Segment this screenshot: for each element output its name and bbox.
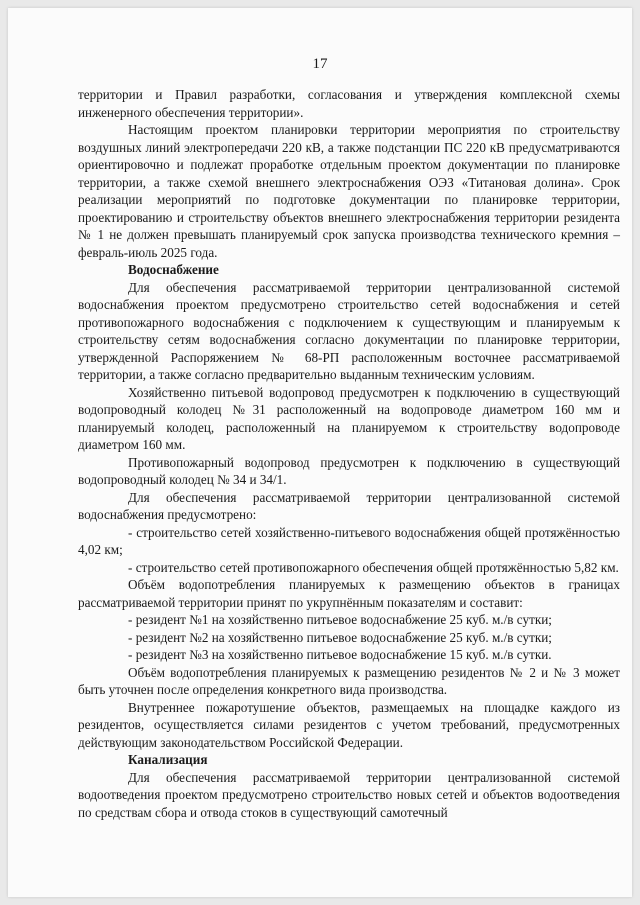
list-item: - строительство сетей хозяйственно-питьевого водоснабжения общей протяжённостью 4,02 км;	[78, 524, 620, 557]
list-item: - резидент №1 на хозяйственно питьевое водоснабжение 25 куб. м./в сутки;	[128, 612, 552, 627]
section-heading-water-supply: Водоснабжение	[128, 262, 219, 277]
list-item: - резидент №3 на хозяйственно питьевое водоснабжение 15 куб. м./в сутки.	[128, 647, 552, 662]
paragraph: Противопожарный водопровод предусмотрен к подключению в существующий водопроводный колодец № 34 и 34/1.	[78, 454, 620, 487]
paragraph: Объём водопотребления планируемых к размещению резидентов № 2 и № 3 может быть уточнен после определения конкретного вида производства.	[78, 664, 620, 697]
list-item: - резидент №2 на хозяйственно питьевое водоснабжение 25 куб. м./в сутки;	[128, 629, 552, 645]
paragraph: Для обеспечения рассматриваемой территории централизованной системой водоотведения проектом предусмотрено строительство новых сетей и объектов водоотведения по средствам сбора и отвода стоков в существующий самотечный	[78, 769, 620, 820]
paragraph: Внутреннее пожаротушение объектов, размещаемых на площадке каждого из резидентов, осуществляется силами резидентов с учетом требований, предусмотренных действующим законодательством Российской Федерации.	[78, 699, 620, 750]
paragraph: территории и Правил разработки, согласования и утверждения комплексной схемы инженерного обеспечения территории».	[78, 87, 620, 120]
paragraph: Объём водопотребления планируемых к размещению объектов в границах рассматриваемой территории принят по укрупнённым показателям и составит:	[78, 577, 620, 610]
paragraph: Для обеспечения рассматриваемой территории централизованной системой водоснабжения предусмотрено:	[78, 489, 620, 522]
section-heading-sewerage: Канализация	[128, 752, 208, 767]
paragraph: Настоящим проектом планировки территории мероприятия по строительству воздушных линий электропередачи 220 кВ, а также подстанции ПС 220 кВ предусматриваются ориентировочно и подлежат проработке отдельным проектом документации по планировке территории, а также схемой внешнего электроснабжения ОЭЗ «Титановая долина». Срок реализации мероприятий по подготовке документации по планировке территории, проектированию и строительству объектов внешнего электроснабжения территории резидента № 1 не должен превышать планируемый срок запуска производства технического кремния – февраль-июль 2025 года.	[78, 122, 620, 260]
document-page	[8, 8, 632, 897]
paragraph: Для обеспечения рассматриваемой территории централизованной системой водоснабжения проектом предусмотрено строительство сетей водоснабжения и сетей противопожарного водоснабжения с подключением к существующим и планируемым к строительству сетям водоснабжения согласно документации по планировке территории, утвержденной Распоряжением № 68-РП расположенным восточнее рассматриваемой территории, а также согласно предварительно выданным техническим условиям.	[78, 279, 620, 382]
page-number: 17	[312, 56, 328, 72]
paragraph: Хозяйственно питьевой водопровод предусмотрен к подключению в существующий водопроводный колодец №31 расположенный на водопроводе диаметром 160 мм и планируемый колодец, расположенный на планируемом к строительству водопроводе диаметром 160 мм.	[78, 384, 620, 452]
document-body	[78, 86, 620, 821]
list-item: - строительство сетей противопожарного обеспечения общей протяжённостью 5,82 км.	[128, 559, 619, 575]
